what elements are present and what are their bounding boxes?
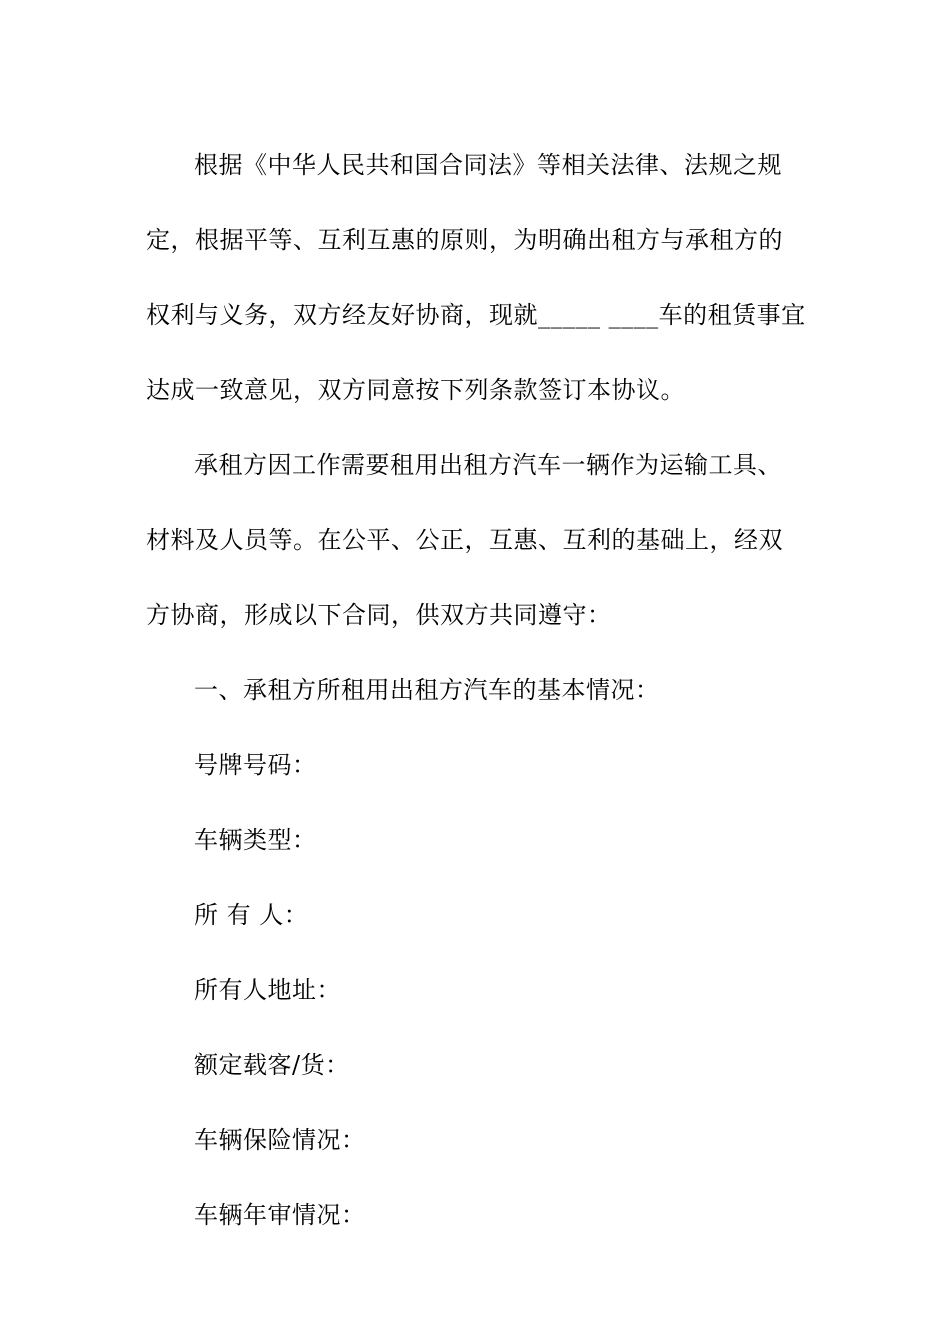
intro-paragraph: 根据《中华人民共和国合同法》等相关法律、法规之规定，根据平等、互利互惠的原则，为明确出租方与承租方的权利与义务，双方经友好协商，现就_____ ____车的租赁事宜达成一致意见，双方同意按下列条款签订本协议。 bbox=[146, 151, 806, 404]
purpose-paragraph: 承租方因工作需要租用出租方汽车一辆作为运输工具、材料及人员等。在公平、公正，互惠、互利的基础上，经双方协商，形成以下合同，供双方共同遵守： bbox=[146, 451, 783, 629]
field-plate-number: 号牌号码： bbox=[194, 751, 317, 779]
document-body bbox=[146, 128, 806, 1253]
field-owner: 所 有 人： bbox=[194, 901, 309, 929]
field-vehicle-type: 车辆类型： bbox=[194, 826, 317, 854]
field-rated-capacity: 额定载客/货： bbox=[194, 1051, 350, 1079]
section-heading: 一、承租方所租用出租方汽车的基本情况： bbox=[194, 676, 660, 704]
field-owner-address: 所有人地址： bbox=[194, 976, 341, 1004]
field-insurance-status: 车辆保险情况： bbox=[194, 1126, 366, 1154]
field-annual-inspection: 车辆年审情况： bbox=[194, 1201, 366, 1229]
